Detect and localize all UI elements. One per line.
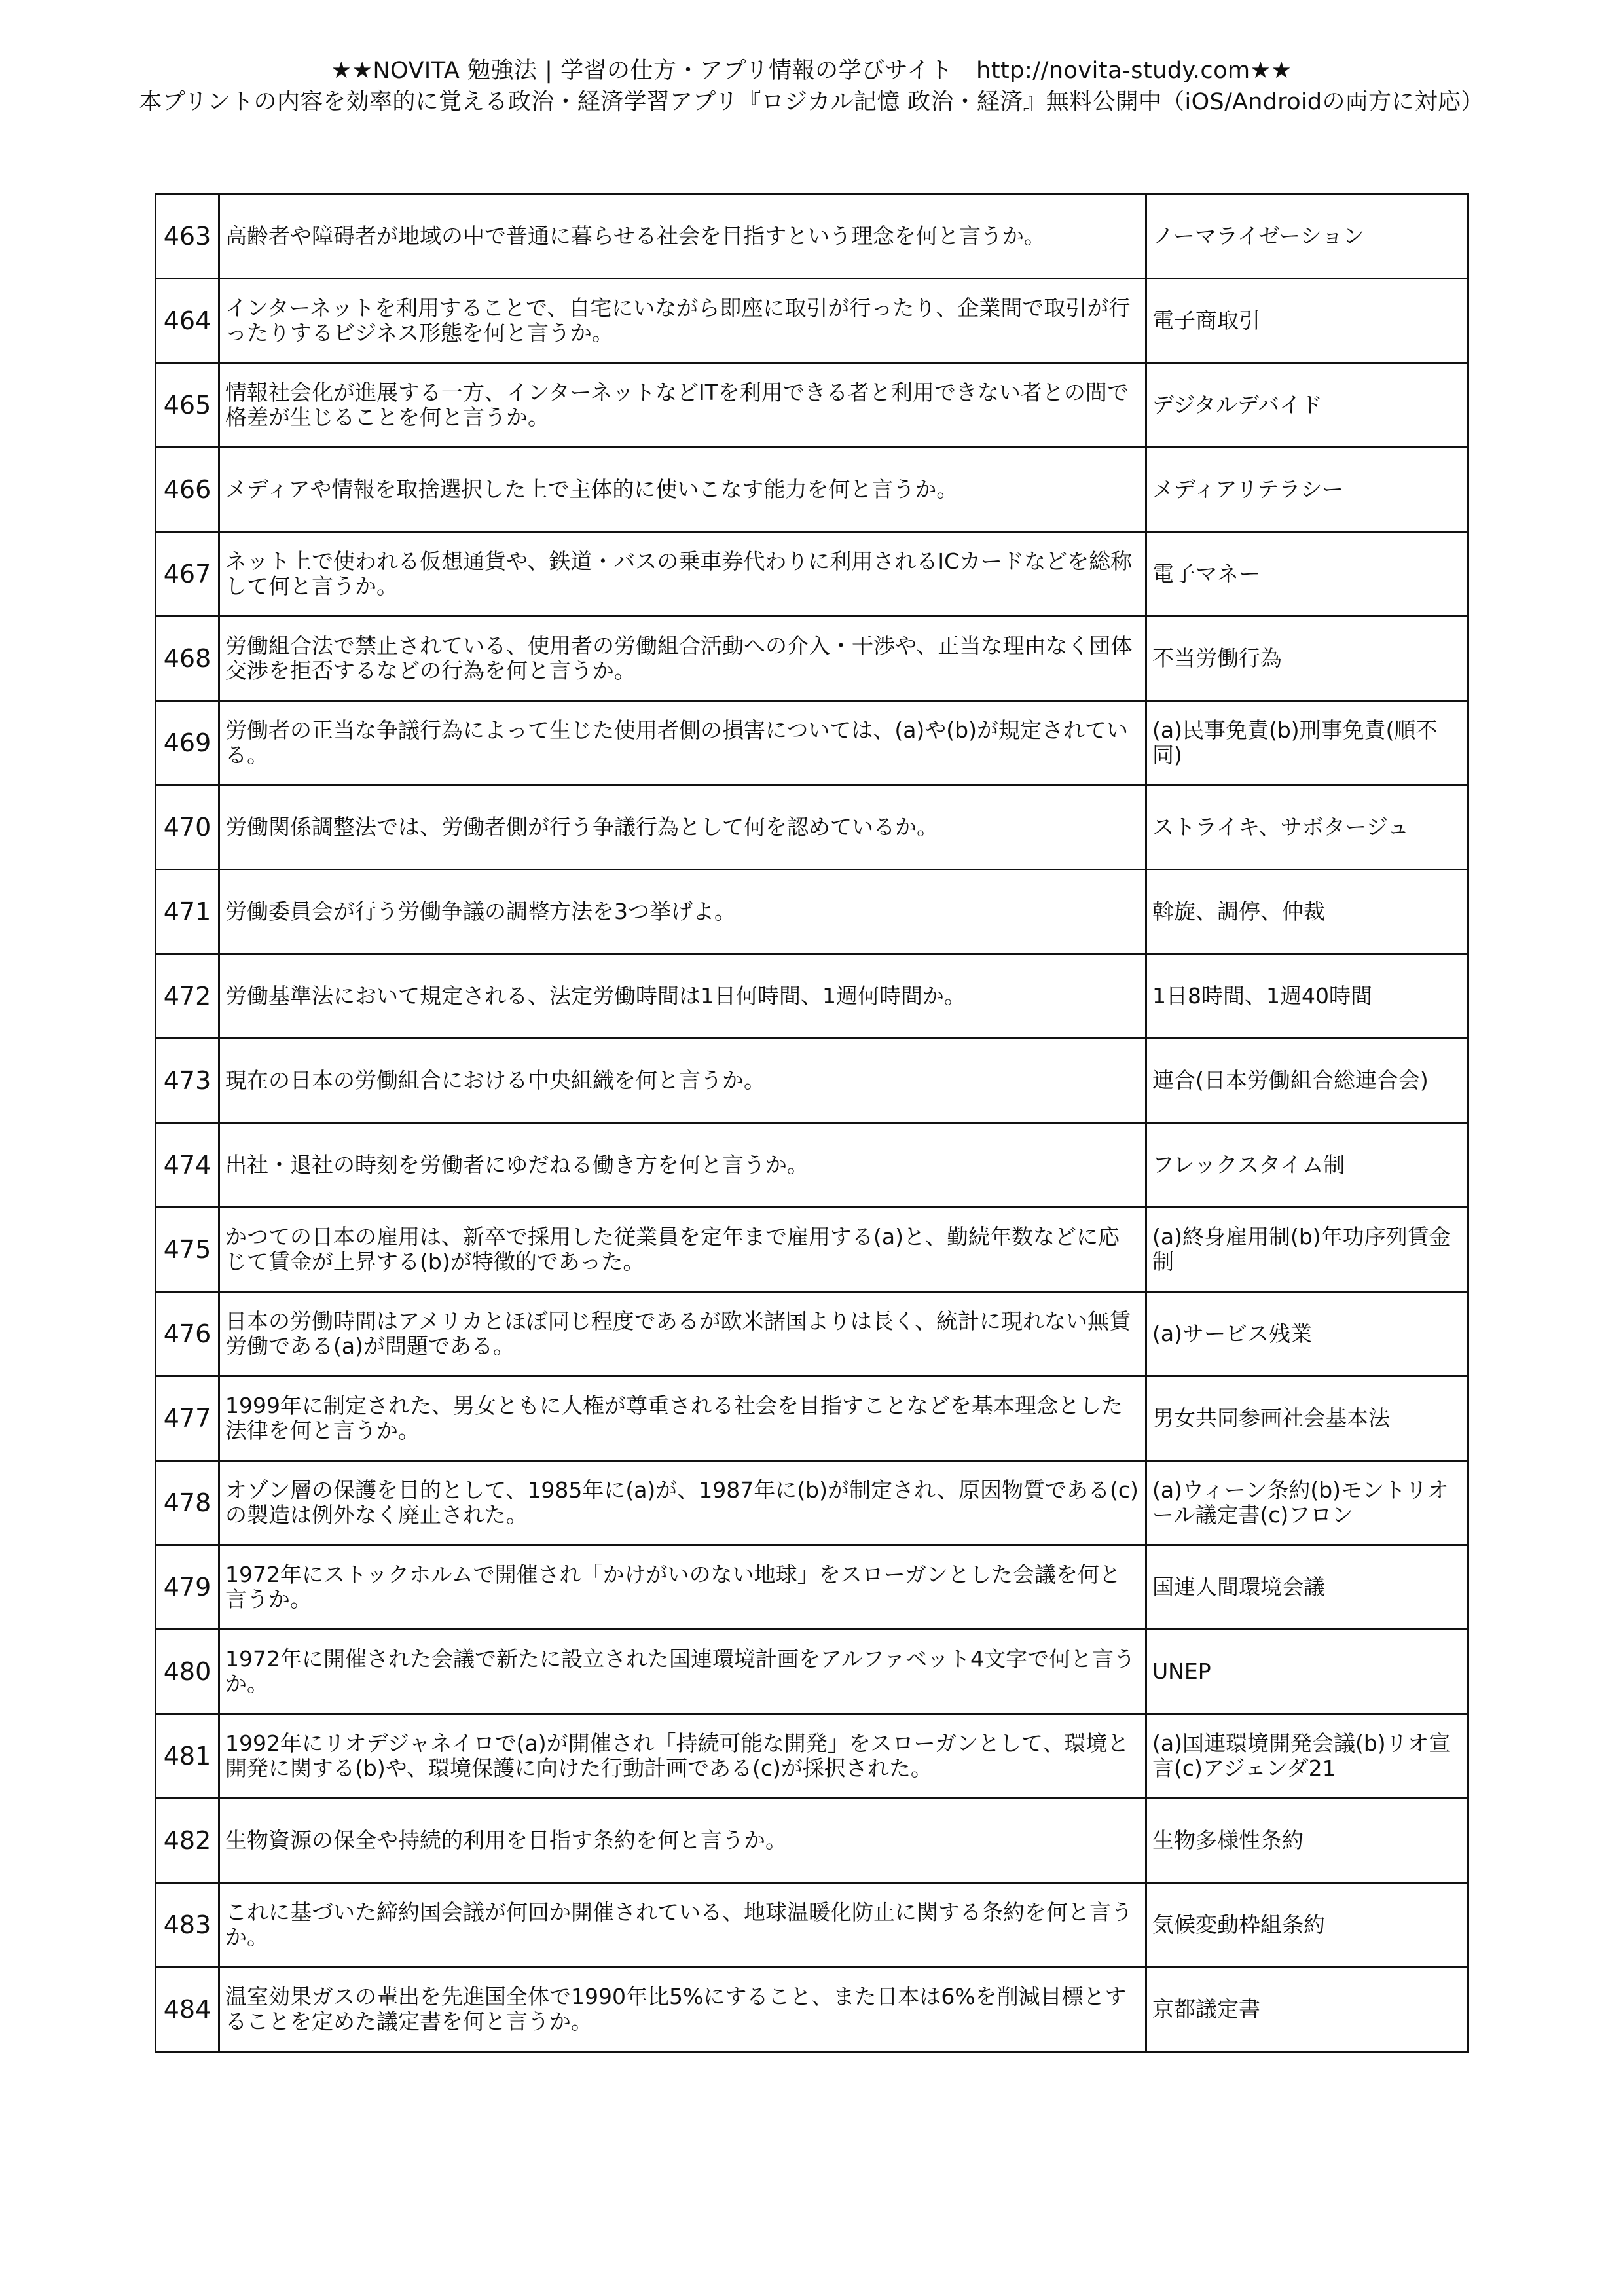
table-row <box>156 1714 1468 1799</box>
question-text: 温室効果ガスの輩出を先進国全体で1990年比5%にすること、また日本は6%を削減目標とすることを定めた議定書を何と言うか。 <box>219 1967 1146 2052</box>
table-row <box>156 1630 1468 1714</box>
table-row <box>156 954 1468 1039</box>
question-number: 484 <box>156 1967 219 2052</box>
answer-text: UNEP <box>1146 1630 1468 1714</box>
answer-text: ストライキ、サボタージュ <box>1146 785 1468 870</box>
question-number: 464 <box>156 279 219 363</box>
table-row <box>156 279 1468 363</box>
question-number: 468 <box>156 617 219 701</box>
answer-text: 気候変動枠組条約 <box>1146 1883 1468 1967</box>
table-row <box>156 1883 1468 1967</box>
question-number: 480 <box>156 1630 219 1714</box>
table-row <box>156 1376 1468 1461</box>
question-number: 472 <box>156 954 219 1039</box>
answer-text: フレックスタイム制 <box>1146 1123 1468 1208</box>
question-text: 労働委員会が行う労働争議の調整方法を3つ挙げよ。 <box>219 870 1146 954</box>
answer-text: 電子マネー <box>1146 532 1468 617</box>
table-row <box>156 785 1468 870</box>
question-text: これに基づいた締約国会議が何回か開催されている、地球温暖化防止に関する条約を何と言うか。 <box>219 1883 1146 1967</box>
question-number: 477 <box>156 1376 219 1461</box>
question-number: 465 <box>156 363 219 448</box>
question-text: 1972年にストックホルムで開催され「かけがいのない地球」をスローガンとした会議を何と言うか。 <box>219 1545 1146 1630</box>
question-number: 471 <box>156 870 219 954</box>
answer-text: (a)終身雇用制(b)年功序列賃金制 <box>1146 1208 1468 1292</box>
header-site-line: ★★NOVITA 勉強法 | 学習の仕方・アプリ情報の学びサイト http://novita-study.com★★ <box>331 58 1292 84</box>
answer-text: デジタルデバイド <box>1146 363 1468 448</box>
question-text: 現在の日本の労働組合における中央組織を何と言うか。 <box>219 1039 1146 1123</box>
answer-text: 生物多様性条約 <box>1146 1799 1468 1883</box>
answer-text: 連合(日本労働組合総連合会) <box>1146 1039 1468 1123</box>
table-row <box>156 870 1468 954</box>
answer-text: 男女共同参画社会基本法 <box>1146 1376 1468 1461</box>
table-row <box>156 1208 1468 1292</box>
table-row <box>156 1799 1468 1883</box>
question-number: 466 <box>156 448 219 532</box>
question-text: インターネットを利用することで、自宅にいながら即座に取引が行ったり、企業間で取引が行ったりするビジネス形態を何と言うか。 <box>219 279 1146 363</box>
table-row <box>156 194 1468 279</box>
header-app-promo-line: 本プリントの内容を効率的に覚える政治・経済学習アプリ『ロジカル記憶 政治・経済』無料公開中（iOS/Androidの両方に対応） <box>139 89 1484 115</box>
question-number: 476 <box>156 1292 219 1376</box>
question-text: 情報社会化が進展する一方、インターネットなどITを利用できる者と利用できない者との間で格差が生じることを何と言うか。 <box>219 363 1146 448</box>
question-number: 482 <box>156 1799 219 1883</box>
answer-text: (a)民事免責(b)刑事免責(順不同) <box>1146 701 1468 785</box>
question-text: 1992年にリオデジャネイロで(a)が開催され「持続可能な開発」をスローガンとして、環境と開発に関する(b)や、環境保護に向けた行動計画である(c)が採択された。 <box>219 1714 1146 1799</box>
question-text: メディアや情報を取捨選択した上で主体的に使いこなす能力を何と言うか。 <box>219 448 1146 532</box>
question-text: オゾン層の保護を目的として、1985年に(a)が、1987年に(b)が制定され、原因物質である(c)の製造は例外なく廃止された。 <box>219 1461 1146 1545</box>
question-text: 高齢者や障碍者が地域の中で普通に暮らせる社会を目指すという理念を何と言うか。 <box>219 194 1146 279</box>
table-row <box>156 532 1468 617</box>
answer-text: 1日8時間、1週40時間 <box>1146 954 1468 1039</box>
question-text: ネット上で使われる仮想通貨や、鉄道・バスの乗車券代わりに利用されるICカードなどを総称して何と言うか。 <box>219 532 1146 617</box>
question-number: 483 <box>156 1883 219 1967</box>
table-row <box>156 1461 1468 1545</box>
question-number: 479 <box>156 1545 219 1630</box>
qa-table <box>155 193 1469 2053</box>
answer-text: (a)サービス残業 <box>1146 1292 1468 1376</box>
qa-table-body <box>156 194 1468 2052</box>
answer-text: 電子商取引 <box>1146 279 1468 363</box>
table-row <box>156 1123 1468 1208</box>
question-number: 470 <box>156 785 219 870</box>
question-text: 労働基準法において規定される、法定労働時間は1日何時間、1週何時間か。 <box>219 954 1146 1039</box>
question-text: 1972年に開催された会議で新たに設立された国連環境計画をアルファベット4文字で何と言うか。 <box>219 1630 1146 1714</box>
table-row <box>156 363 1468 448</box>
table-row <box>156 617 1468 701</box>
answer-text: メディアリテラシー <box>1146 448 1468 532</box>
question-text: 1999年に制定された、男女ともに人権が尊重される社会を目指すことなどを基本理念とした法律を何と言うか。 <box>219 1376 1146 1461</box>
question-number: 467 <box>156 532 219 617</box>
answer-text: 京都議定書 <box>1146 1967 1468 2052</box>
table-row <box>156 1292 1468 1376</box>
answer-text: (a)国連環境開発会議(b)リオ宣言(c)アジェンダ21 <box>1146 1714 1468 1799</box>
table-row <box>156 448 1468 532</box>
answer-text: 国連人間環境会議 <box>1146 1545 1468 1630</box>
question-number: 481 <box>156 1714 219 1799</box>
answer-text: ノーマライゼーション <box>1146 194 1468 279</box>
page-header <box>0 55 1623 118</box>
question-number: 463 <box>156 194 219 279</box>
answer-text: (a)ウィーン条約(b)モントリオール議定書(c)フロン <box>1146 1461 1468 1545</box>
answer-text: 斡旋、調停、仲裁 <box>1146 870 1468 954</box>
table-row <box>156 1545 1468 1630</box>
answer-text: 不当労働行為 <box>1146 617 1468 701</box>
question-text: 労働者の正当な争議行為によって生じた使用者側の損害については、(a)や(b)が規定されている。 <box>219 701 1146 785</box>
question-text: 日本の労働時間はアメリカとほぼ同じ程度であるが欧米諸国よりは長く、統計に現れない無賃労働である(a)が問題である。 <box>219 1292 1146 1376</box>
question-text: 労働組合法で禁止されている、使用者の労働組合活動への介入・干渉や、正当な理由なく団体交渉を拒否するなどの行為を何と言うか。 <box>219 617 1146 701</box>
question-text: かつての日本の雇用は、新卒で採用した従業員を定年まで雇用する(a)と、勤続年数などに応じて賃金が上昇する(b)が特徴的であった。 <box>219 1208 1146 1292</box>
table-row <box>156 701 1468 785</box>
question-number: 469 <box>156 701 219 785</box>
question-number: 473 <box>156 1039 219 1123</box>
question-text: 労働関係調整法では、労働者側が行う争議行為として何を認めているか。 <box>219 785 1146 870</box>
question-number: 474 <box>156 1123 219 1208</box>
table-row <box>156 1967 1468 2052</box>
question-text: 出社・退社の時刻を労働者にゆだねる働き方を何と言うか。 <box>219 1123 1146 1208</box>
question-number: 478 <box>156 1461 219 1545</box>
question-text: 生物資源の保全や持続的利用を目指す条約を何と言うか。 <box>219 1799 1146 1883</box>
table-row <box>156 1039 1468 1123</box>
question-number: 475 <box>156 1208 219 1292</box>
